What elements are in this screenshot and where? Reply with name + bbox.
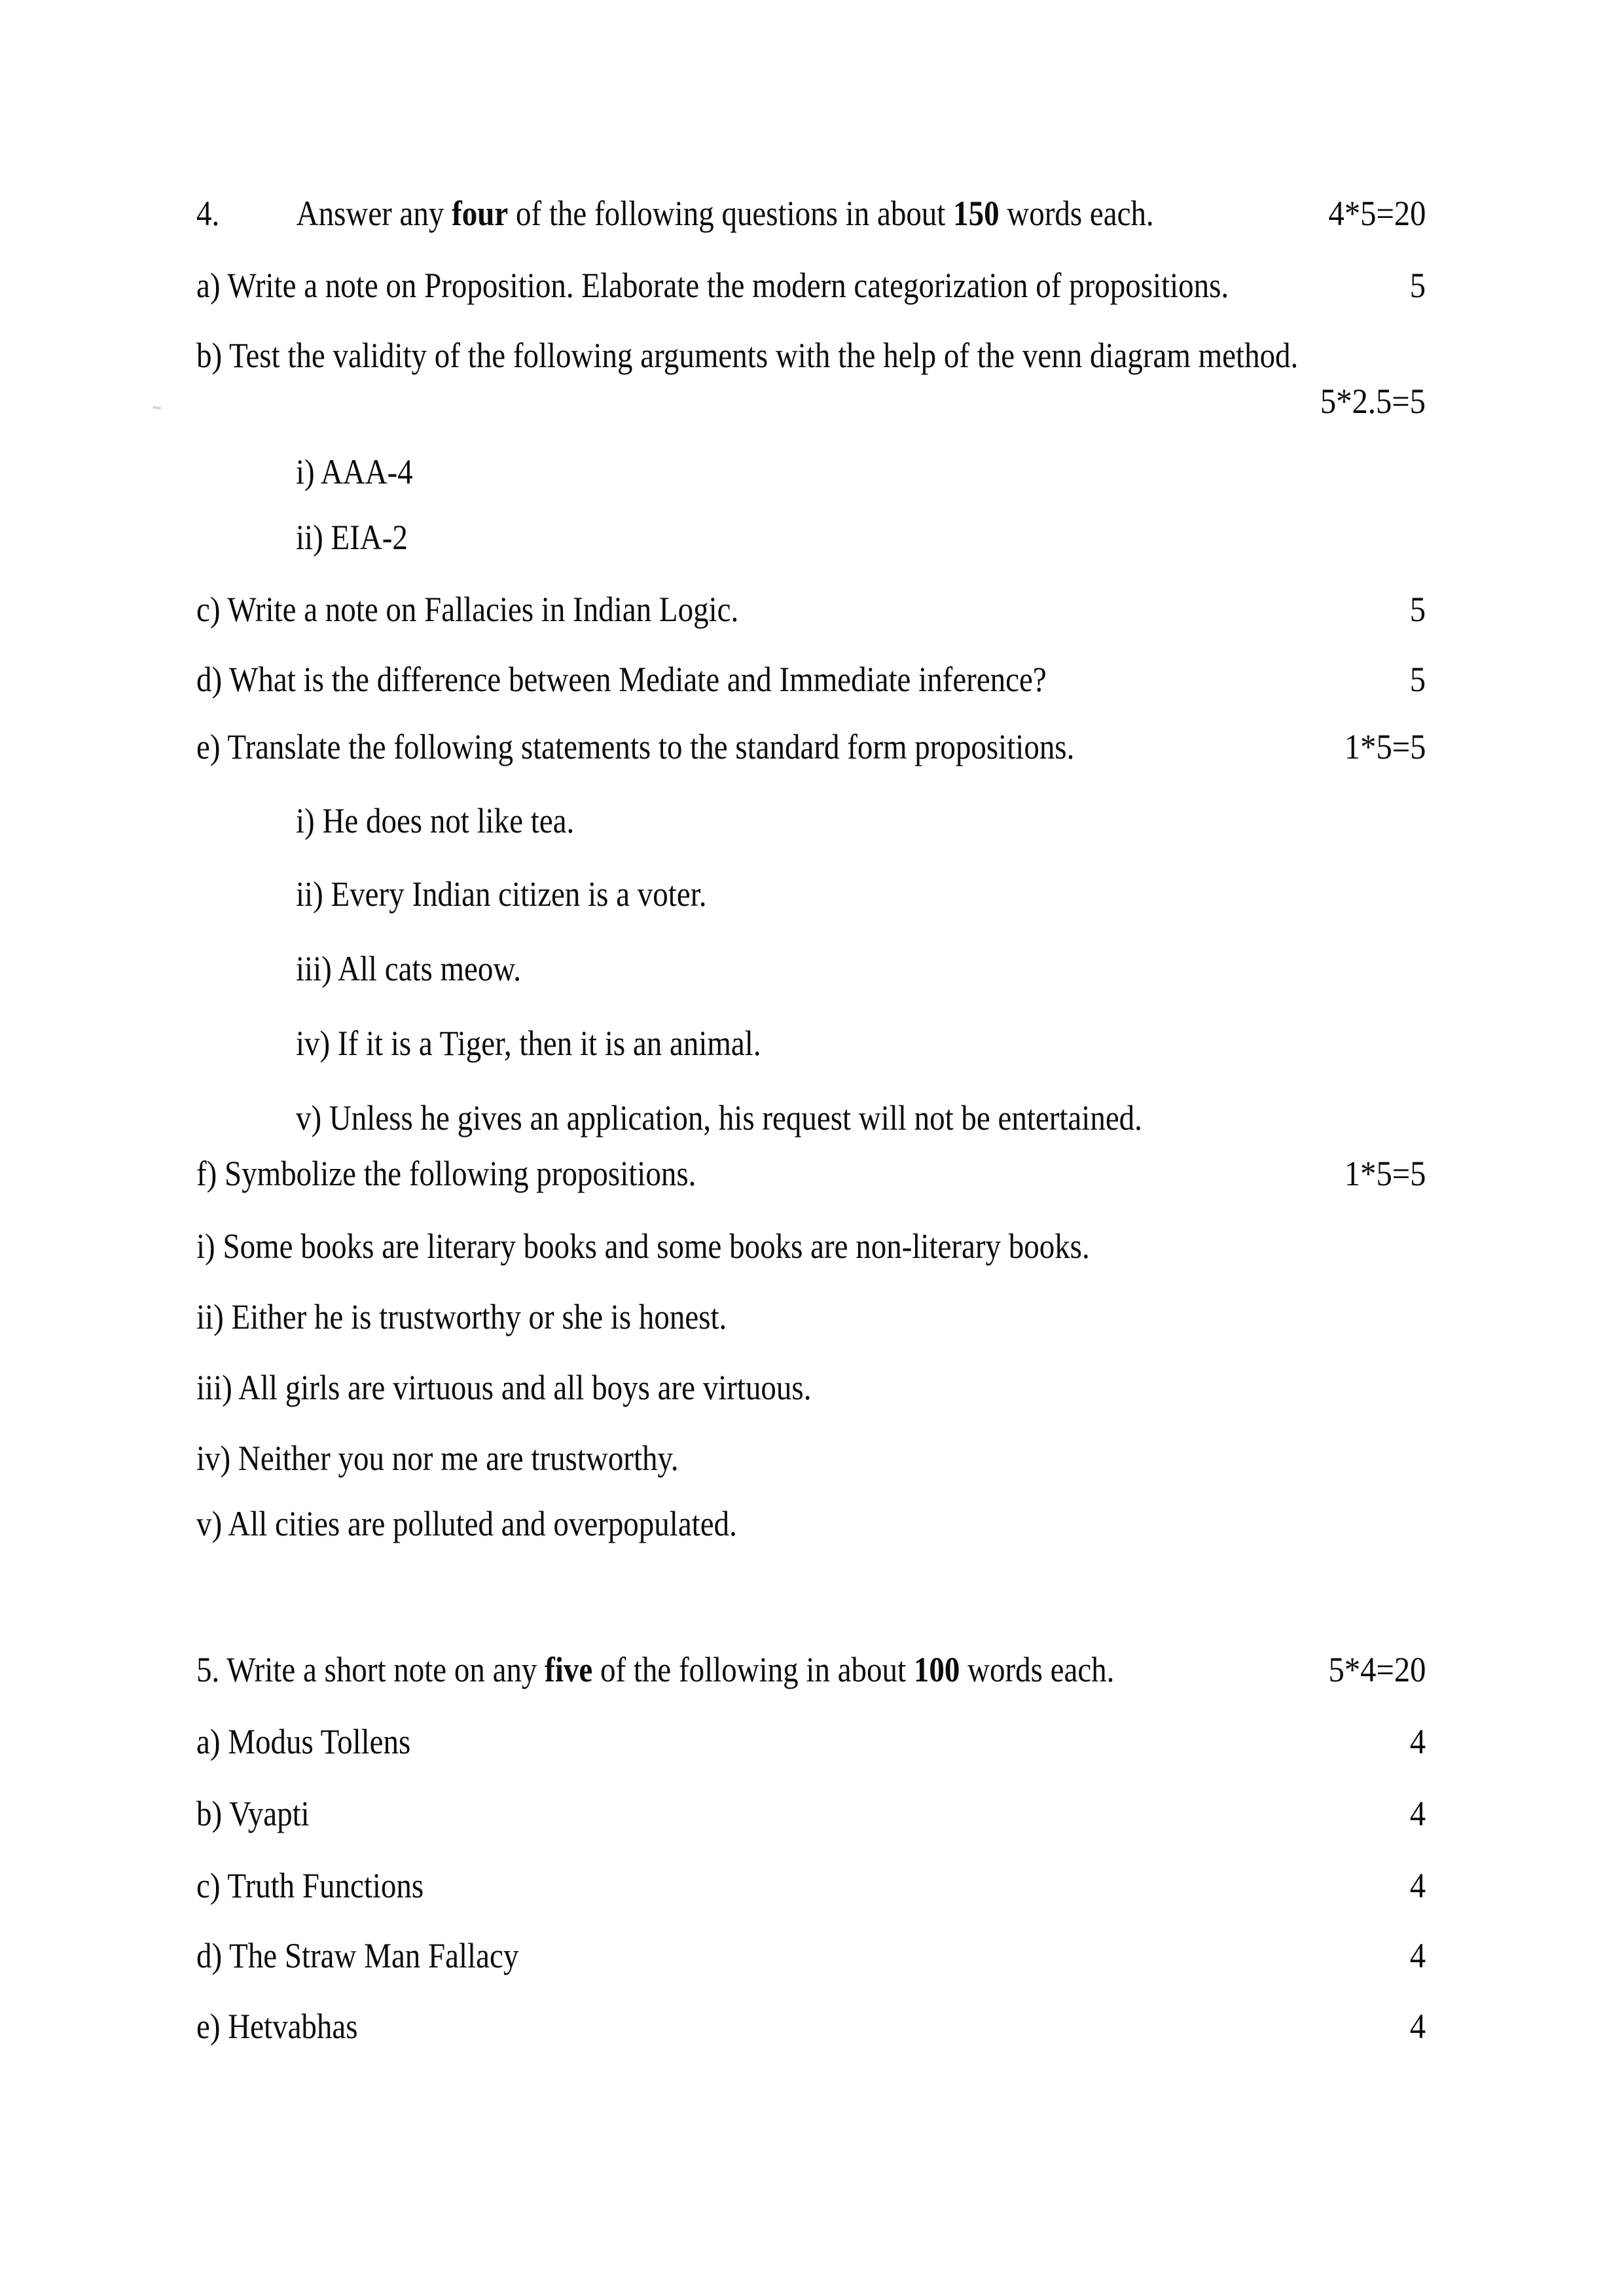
q4f-item-ii	[0, 1299, 1624, 1346]
q4b-item-i-text	[296, 454, 413, 490]
q5-header-marks: 5*4=20	[1328, 1650, 1426, 1689]
q4f-item-iii-segment: iii) All girls are virtuous and all boys are virtuous.	[196, 1368, 812, 1407]
q4b-text	[196, 338, 1298, 373]
q4e-item-i-segment: i) He does not like tea.	[296, 801, 575, 840]
q4f-item-i-segment: i) Some books are literary books and some books are non-literary books.	[196, 1227, 1090, 1266]
q4e-item-iv-text	[296, 1026, 761, 1061]
q4e-item-i	[0, 803, 1624, 850]
q4b-item-ii	[0, 520, 1624, 567]
q5c-text	[196, 1868, 424, 1903]
q4d-segment: d) What is the difference between Mediate and Immediate inference?	[196, 660, 1047, 699]
q4e-item-iv-segment: iv) If it is a Tiger, then it is an animal.	[296, 1024, 761, 1063]
q4b-marks-line-marks: 5*2.5=5	[1320, 382, 1426, 421]
q4e-item-v-text	[296, 1100, 1142, 1136]
q4e	[0, 729, 1624, 776]
q5b	[0, 1796, 1624, 1843]
q4e-item-v-segment: v) Unless he gives an application, his request will not be entertained.	[296, 1098, 1142, 1138]
q4a	[0, 268, 1624, 315]
q4b-item-ii-text	[296, 520, 408, 555]
q4b-item-i-segment: i) AAA-4	[296, 452, 413, 492]
q5d-segment: d) The Straw Man Fallacy	[196, 1936, 519, 1975]
q4f-segment: f) Symbolize the following propositions.	[196, 1154, 696, 1193]
q4a-text	[196, 268, 1229, 303]
q4d	[0, 662, 1624, 709]
q5a-text	[196, 1724, 410, 1759]
q4f-item-v	[0, 1506, 1624, 1553]
q4f-item-i-text	[196, 1229, 1090, 1264]
q4b-item-ii-segment: ii) EIA-2	[296, 518, 408, 557]
q5a-segment: a) Modus Tollens	[196, 1722, 411, 1761]
q5-header-segment: 5. Write a short note on any	[196, 1650, 545, 1689]
q5-header-bold-segment: 100	[913, 1650, 960, 1689]
q5b-text	[196, 1796, 310, 1831]
q4-header-marks: 4*5=20	[1328, 194, 1426, 233]
q4b	[0, 338, 1624, 385]
q4b-marks-line	[0, 384, 1624, 431]
q4c-text	[196, 592, 738, 627]
q4-header-segment: of the following questions in about	[508, 194, 954, 233]
q5-header-segment: words each.	[960, 1650, 1115, 1689]
q4f-item-i	[0, 1229, 1624, 1276]
q5d	[0, 1938, 1624, 1985]
q4a-segment: a) Write a note on Proposition. Elaborate the modern categorization of propositions.	[196, 266, 1229, 305]
q5e-marks: 4	[1409, 2007, 1426, 2046]
q5c-segment: c) Truth Functions	[196, 1866, 424, 1905]
q5e-text	[196, 2009, 358, 2044]
q5d-marks: 4	[1409, 1936, 1426, 1975]
q5-header	[0, 1652, 1624, 1699]
q4c-segment: c) Write a note on Fallacies in Indian Logic.	[196, 590, 739, 629]
q5-header-text	[196, 1652, 1114, 1687]
q5-header-segment: of the following in about	[592, 1650, 914, 1689]
q4b-segment: b) Test the validity of the following arguments with the help of the venn diagram method.	[196, 336, 1299, 375]
q4e-segment: e) Translate the following statements to the standard form propositions.	[196, 727, 1075, 766]
q4f-item-v-segment: v) All cities are polluted and overpopulated.	[196, 1504, 737, 1543]
q4f-item-iv-segment: iv) Neither you nor me are trustworthy.	[196, 1439, 679, 1478]
q4e-text	[196, 729, 1074, 764]
q5a-marks: 4	[1409, 1722, 1426, 1761]
q5e	[0, 2009, 1624, 2056]
q4f-item-ii-text	[196, 1299, 727, 1335]
q5e-segment: e) Hetvabhas	[196, 2007, 358, 2046]
q4c-marks: 5	[1409, 590, 1426, 629]
q4e-item-ii-text	[296, 876, 706, 912]
q4f-item-iv-text	[196, 1441, 679, 1476]
q4-header-bold-segment: four	[452, 194, 509, 233]
q5c	[0, 1868, 1624, 1915]
q4-header	[0, 196, 1624, 243]
q4f-item-iv	[0, 1441, 1624, 1488]
q4e-item-i-text	[296, 803, 574, 838]
q4f	[0, 1156, 1624, 1203]
q4e-item-ii-segment: ii) Every Indian citizen is a voter.	[296, 874, 707, 914]
q4e-item-iii-segment: iii) All cats meow.	[296, 949, 522, 988]
q4e-item-iii	[0, 951, 1624, 998]
q4e-item-v	[0, 1100, 1624, 1147]
q4-header-segment: 4.	[196, 194, 220, 233]
q5c-marks: 4	[1409, 1866, 1426, 1905]
q4e-marks: 1*5=5	[1344, 727, 1426, 766]
q4a-marks: 5	[1409, 266, 1426, 305]
q4e-item-iii-text	[296, 951, 521, 986]
q4f-item-iii	[0, 1370, 1624, 1417]
q4-header-segment: Answer any	[296, 194, 452, 233]
q5d-text	[196, 1938, 518, 1973]
q4f-text	[196, 1156, 696, 1191]
q4f-marks: 1*5=5	[1344, 1154, 1426, 1193]
q4-header-bold-segment: 150	[953, 194, 1000, 233]
q4d-marks: 5	[1409, 660, 1426, 699]
q4e-item-iv	[0, 1026, 1624, 1073]
q4e-item-ii	[0, 876, 1624, 924]
q5-header-bold-segment: five	[545, 1650, 593, 1689]
q4d-text	[196, 662, 1047, 697]
q4-header-text	[196, 196, 1154, 231]
q4-header-segment: words each.	[999, 194, 1154, 233]
q5a	[0, 1724, 1624, 1771]
q4f-item-ii-segment: ii) Either he is trustworthy or she is honest.	[196, 1297, 727, 1336]
q5b-marks: 4	[1409, 1794, 1426, 1833]
q4c	[0, 592, 1624, 639]
q4b-item-i	[0, 454, 1624, 501]
q5b-segment: b) Vyapti	[196, 1794, 310, 1833]
q4f-item-v-text	[196, 1506, 737, 1541]
q4f-item-iii-text	[196, 1370, 811, 1405]
